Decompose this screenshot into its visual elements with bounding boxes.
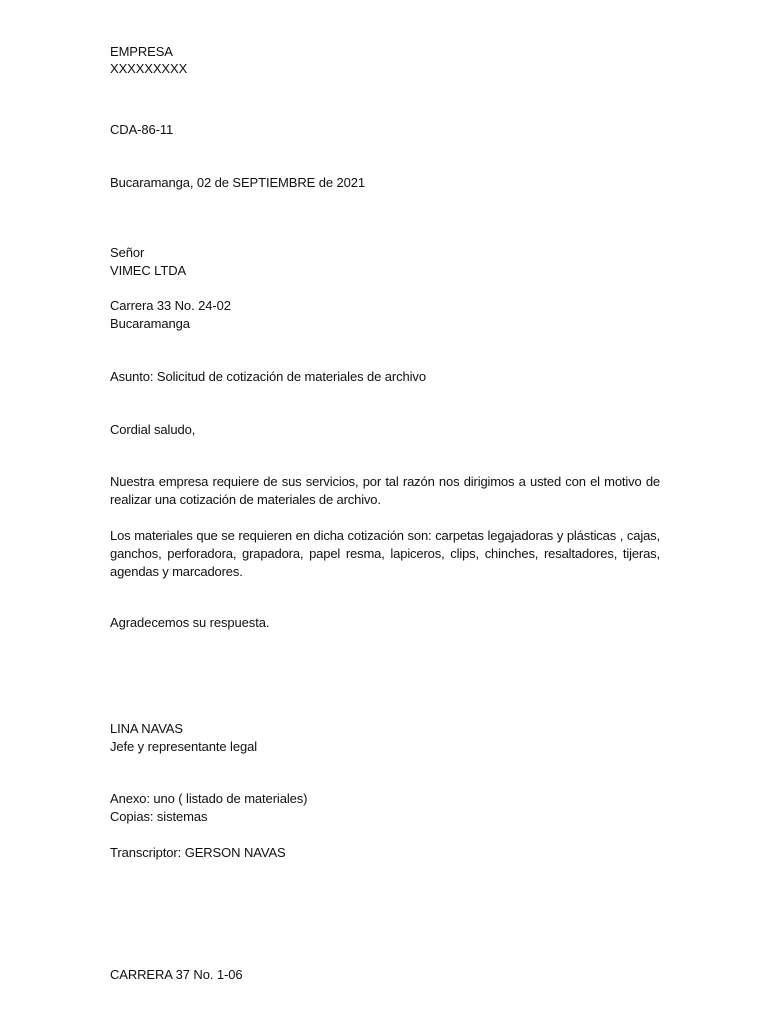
greeting: Cordial saludo,: [110, 422, 196, 437]
body-paragraph-1: Nuestra empresa requiere de sus servicios, por tal razón nos dirigimos a usted con el motivo de realizar una cotización de materiales de archivo.: [110, 474, 660, 507]
company-name: XXXXXXXXX: [110, 61, 188, 76]
copies-note: Copias: sistemas: [110, 809, 208, 824]
recipient-city: Bucaramanga: [110, 316, 190, 331]
body-paragraph-2: Los materiales que se requieren en dicha cotización son: carpetas legajadoras y plásticas , cajas, ganchos, perforadora, grapadora, papel resma, lapiceros, clips, chinches, resaltadores, tijeras, agendas y marcadores.: [110, 528, 660, 579]
subject-line: Asunto: Solicitud de cotización de materiales de archivo: [110, 369, 426, 384]
signer-title: Jefe y representante legal: [110, 739, 257, 754]
recipient-address: Carrera 33 No. 24-02: [110, 298, 231, 313]
recipient-title: Señor: [110, 245, 145, 260]
annex-note: Anexo: uno ( listado de materiales): [110, 791, 308, 806]
reference-code: CDA-86-11: [110, 122, 174, 137]
signer-name: LINA NAVAS: [110, 721, 183, 736]
transcriber-note: Transcriptor: GERSON NAVAS: [110, 845, 286, 860]
sender-address: CARRERA 37 No. 1-06: [110, 967, 243, 982]
closing-line: Agradecemos su respuesta.: [110, 615, 270, 630]
recipient-name: VIMEC LTDA: [110, 263, 187, 278]
company-label: EMPRESA: [110, 44, 173, 59]
place-date: Bucaramanga, 02 de SEPTIEMBRE de 2021: [110, 175, 366, 190]
